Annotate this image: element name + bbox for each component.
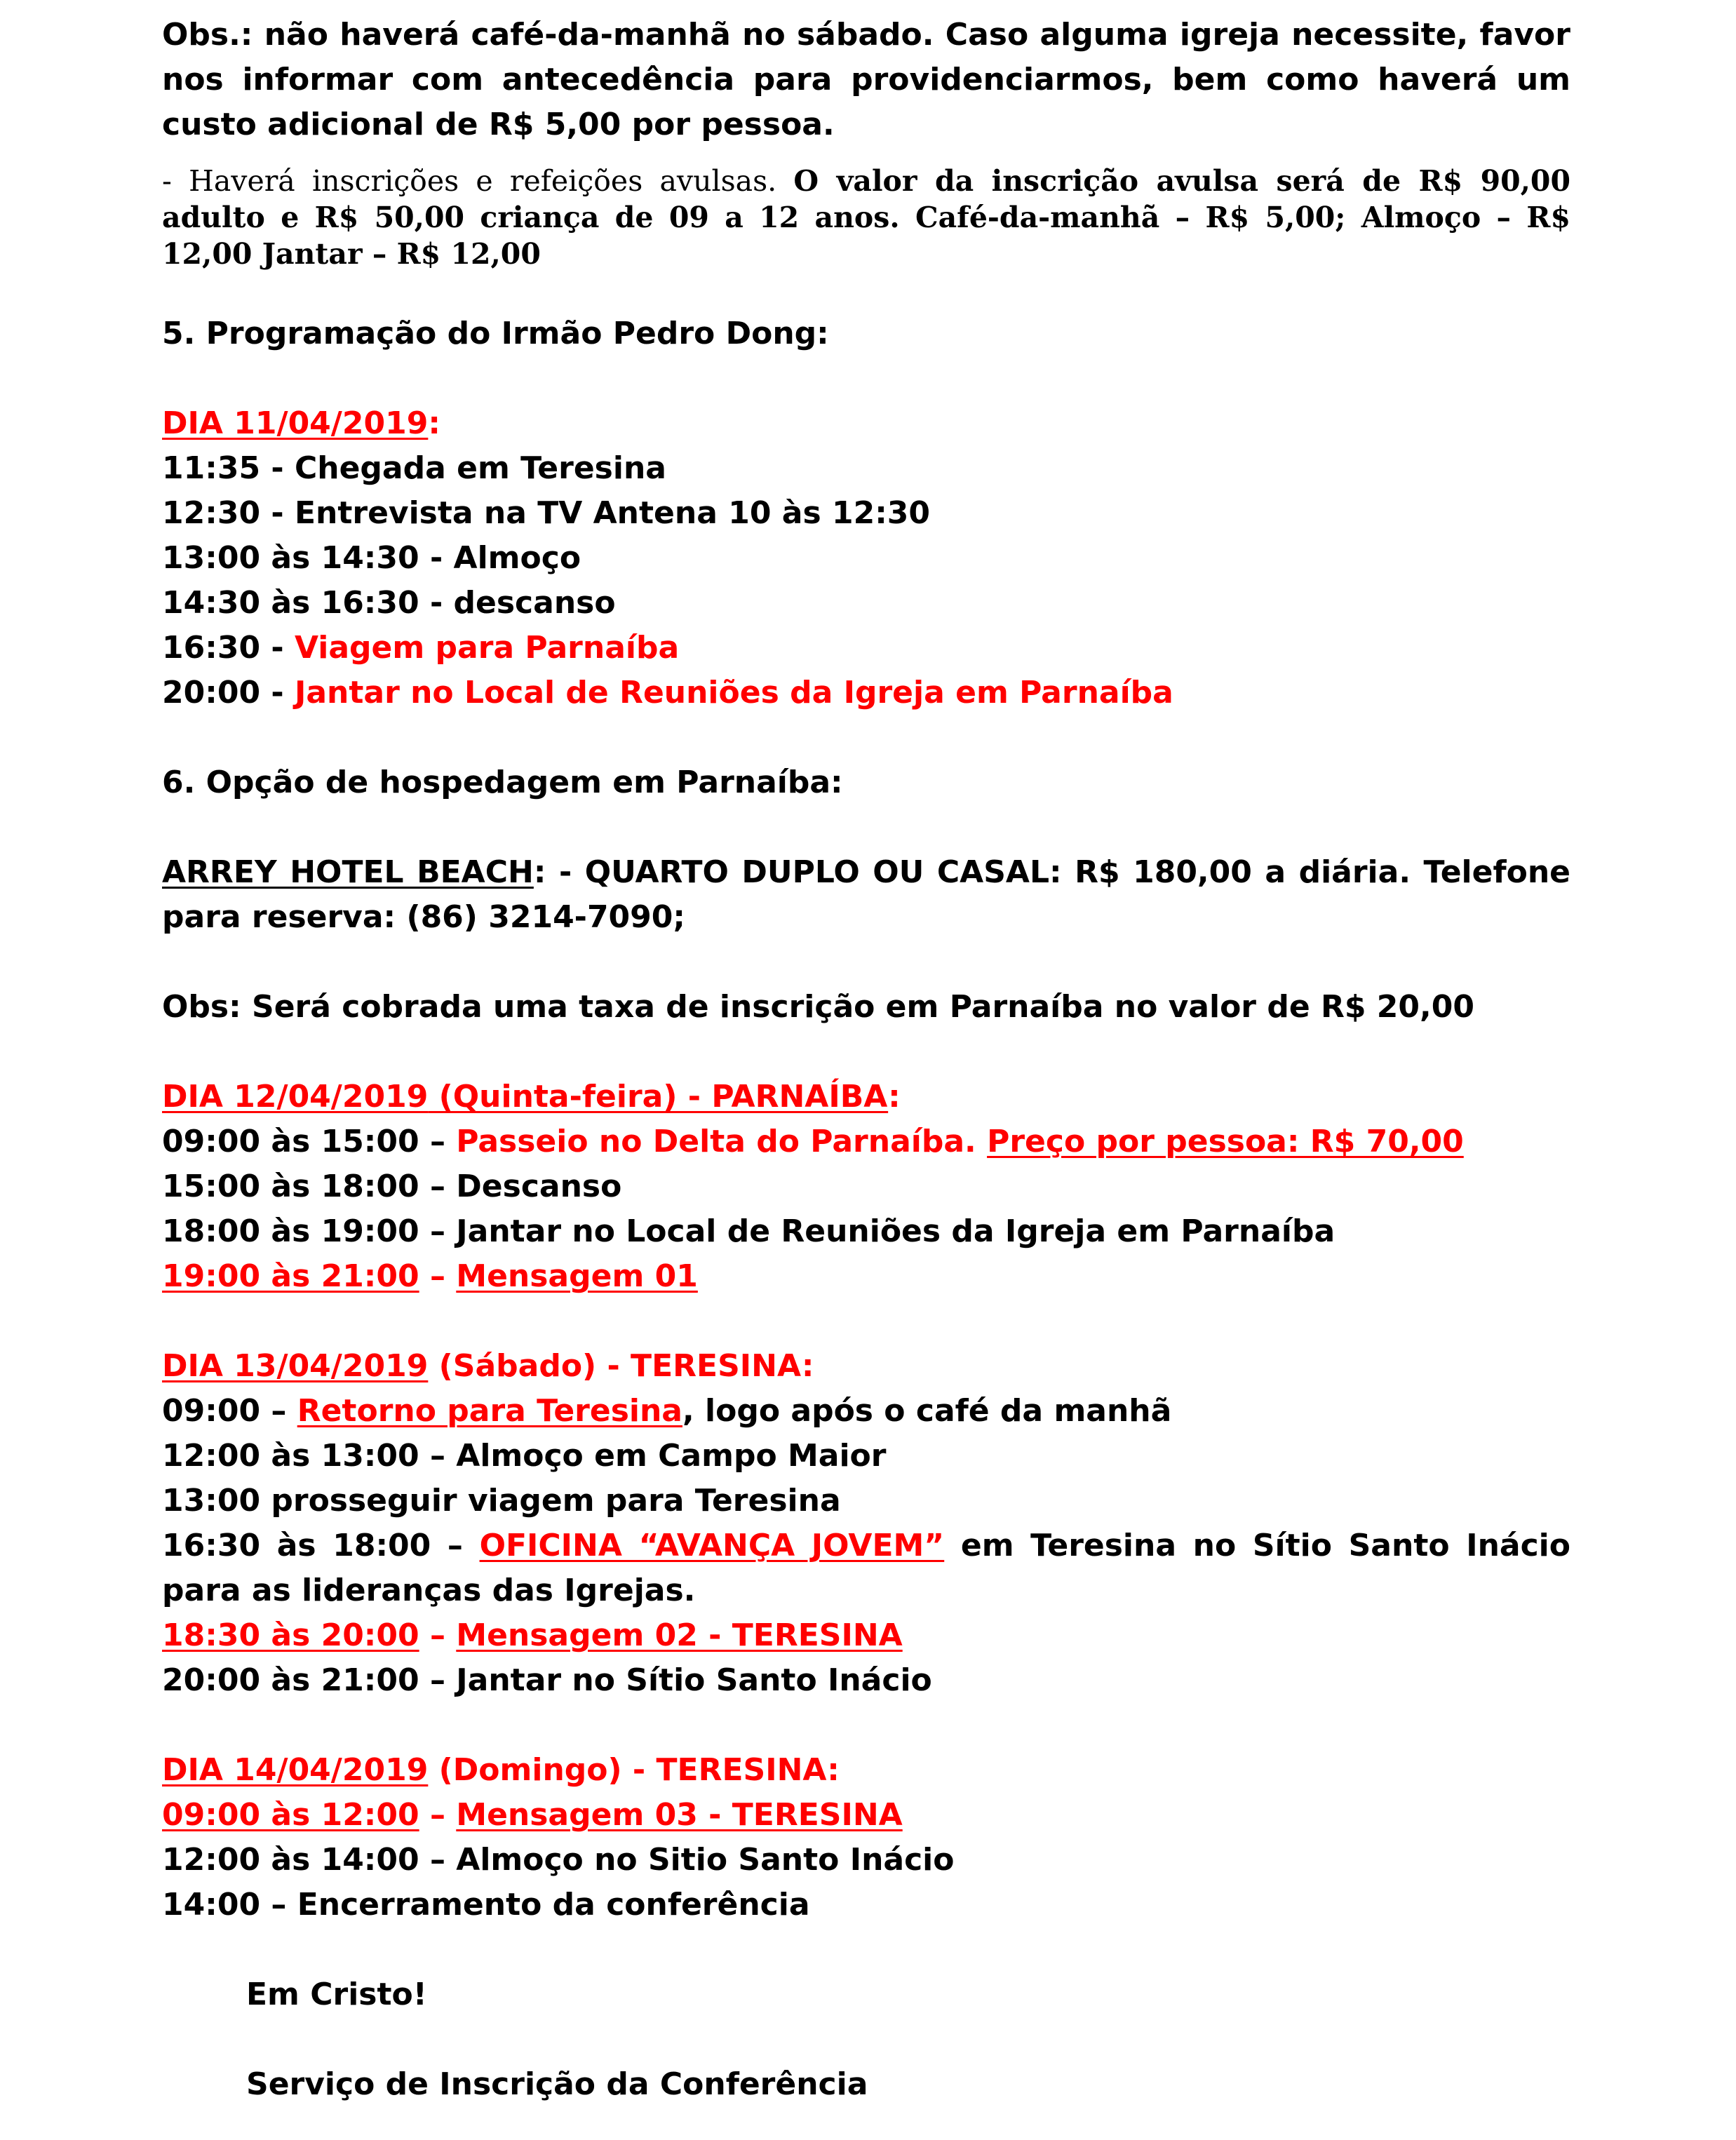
day13-item bbox=[162, 1523, 1570, 1613]
day13-item: 20:00 às 21:00 – Jantar no Sítio Santo Inácio bbox=[162, 1662, 932, 1698]
day13-line5-sep: – bbox=[419, 1617, 457, 1653]
avulsa-rest: O valor da inscrição avulsa será de R$ 90,00 adulto e R$ 50,00 criança de 09 a 12 anos. Café-da-manhã – R$ 5,00; Almoço – R$ 12,00 Jantar – R$ 12,00 bbox=[162, 164, 1570, 271]
day13-line4-link: OFICINA “AVANÇA JOVEM” bbox=[479, 1528, 945, 1563]
day13-line4-time: 16:30 às 18:00 – bbox=[162, 1528, 480, 1563]
day13-rest: (Sábado) - TERESINA: bbox=[428, 1348, 814, 1384]
hotel-name: ARREY HOTEL BEACH bbox=[162, 854, 534, 890]
day14-line1-time: 09:00 às 12:00 bbox=[162, 1797, 419, 1833]
day11-item: 13:00 às 14:30 - Almoço bbox=[162, 540, 581, 576]
day13-line1-time: 09:00 – bbox=[162, 1393, 297, 1429]
section6-heading: 6. Opção de hospedagem em Parnaíba: bbox=[162, 765, 843, 800]
day13-line1-rest: , logo após o café da manhã bbox=[682, 1393, 1172, 1429]
day13-item bbox=[162, 1613, 1570, 1658]
day11-item6-time: 20:00 - bbox=[162, 675, 295, 711]
hotel-paragraph bbox=[162, 850, 1570, 940]
day12-heading bbox=[162, 1075, 1570, 1119]
day12-colon: : bbox=[888, 1079, 901, 1115]
day11-item5-time: 16:30 - bbox=[162, 630, 295, 666]
day14-date: DIA 14/04/2019 bbox=[162, 1752, 429, 1788]
day12-line4-sep: – bbox=[419, 1258, 457, 1294]
day11-heading bbox=[162, 401, 1570, 446]
day13-item: 13:00 prosseguir viagem para Teresina bbox=[162, 1483, 841, 1519]
day12-item bbox=[162, 1119, 1570, 1164]
day12-item: 15:00 às 18:00 – Descanso bbox=[162, 1169, 622, 1204]
obs-fee-paragraph: Obs: Será cobrada uma taxa de inscrição em Parnaíba no valor de R$ 20,00 bbox=[162, 989, 1474, 1025]
day11-item5-text: Viagem para Parnaíba bbox=[294, 630, 680, 666]
day11-item: 12:30 - Entrevista na TV Antena 10 às 12:30 bbox=[162, 495, 931, 531]
day13-heading bbox=[162, 1344, 1570, 1389]
day13-line5-text: Mensagem 02 - TERESINA bbox=[456, 1617, 903, 1653]
day13-line1-link: Retorno para Teresina bbox=[297, 1393, 682, 1429]
obs-breakfast-paragraph: Obs.: não haverá café-da-manhã no sábado. Caso alguma igreja necessite, favor nos informar com antecedência para providenciarmos, bem como haverá um custo adicional de R$ 5,00 por pessoa. bbox=[162, 17, 1570, 142]
day12-rest: (Quinta-feira) - PARNAÍBA bbox=[428, 1079, 889, 1115]
day14-rest: (Domingo) - TERESINA: bbox=[428, 1752, 840, 1788]
day14-item bbox=[162, 1793, 1570, 1838]
day12-date: DIA 12/04/2019 bbox=[162, 1079, 429, 1115]
day14-item: 14:00 – Encerramento da conferência bbox=[162, 1887, 810, 1923]
avulsa-paragraph bbox=[162, 163, 1570, 272]
day12-line1-price: Preço por pessoa: R$ 70,00 bbox=[987, 1124, 1464, 1159]
day11-item6-text: Jantar no Local de Reuniões da Igreja em Parnaíba bbox=[294, 675, 1173, 711]
day11-item bbox=[162, 626, 1570, 671]
closing-greeting: Em Cristo! bbox=[246, 1977, 427, 2012]
day11-date: DIA 11/04/2019 bbox=[162, 405, 429, 441]
day12-item: 18:00 às 19:00 – Jantar no Local de Reuniões da Igreja em Parnaíba bbox=[162, 1213, 1335, 1249]
day13-item: 12:00 às 13:00 – Almoço em Campo Maior bbox=[162, 1438, 887, 1474]
day12-line4-time: 19:00 às 21:00 bbox=[162, 1258, 419, 1294]
day11-item: 11:35 - Chegada em Teresina bbox=[162, 450, 666, 486]
day12-item bbox=[162, 1254, 1570, 1299]
day13-line5-time: 18:30 às 20:00 bbox=[162, 1617, 419, 1653]
day11-item bbox=[162, 671, 1570, 715]
day12-line1-text: Passeio no Delta do Parnaíba. bbox=[456, 1124, 988, 1159]
day12-line4-text: Mensagem 01 bbox=[456, 1258, 698, 1294]
day14-line1-sep: – bbox=[419, 1797, 457, 1833]
document-page bbox=[162, 13, 1570, 2107]
day13-line4-rest: em Teresina no Sítio Santo Inácio para as lideranças das Igrejas. bbox=[162, 1528, 1570, 1608]
day13-item bbox=[162, 1389, 1570, 1434]
day14-line1-text: Mensagem 03 - TERESINA bbox=[456, 1797, 903, 1833]
hotel-text: : - QUARTO DUPLO OU CASAL: R$ 180,00 a diária. Telefone para reserva: (86) 3214-7090; bbox=[162, 854, 1571, 935]
section5-heading: 5. Programação do Irmão Pedro Dong: bbox=[162, 316, 829, 351]
day14-item: 12:00 às 14:00 – Almoço no Sitio Santo Inácio bbox=[162, 1842, 955, 1878]
day11-colon: : bbox=[428, 405, 440, 441]
avulsa-lead: - Haverá inscrições e refeições avulsas. bbox=[162, 164, 777, 198]
closing-signature: Serviço de Inscrição da Conferência bbox=[246, 2066, 868, 2102]
day11-item: 14:30 às 16:30 - descanso bbox=[162, 585, 616, 621]
day12-line1-time: 09:00 às 15:00 – bbox=[162, 1124, 457, 1159]
day14-heading bbox=[162, 1748, 1570, 1793]
day13-date: DIA 13/04/2019 bbox=[162, 1348, 429, 1384]
